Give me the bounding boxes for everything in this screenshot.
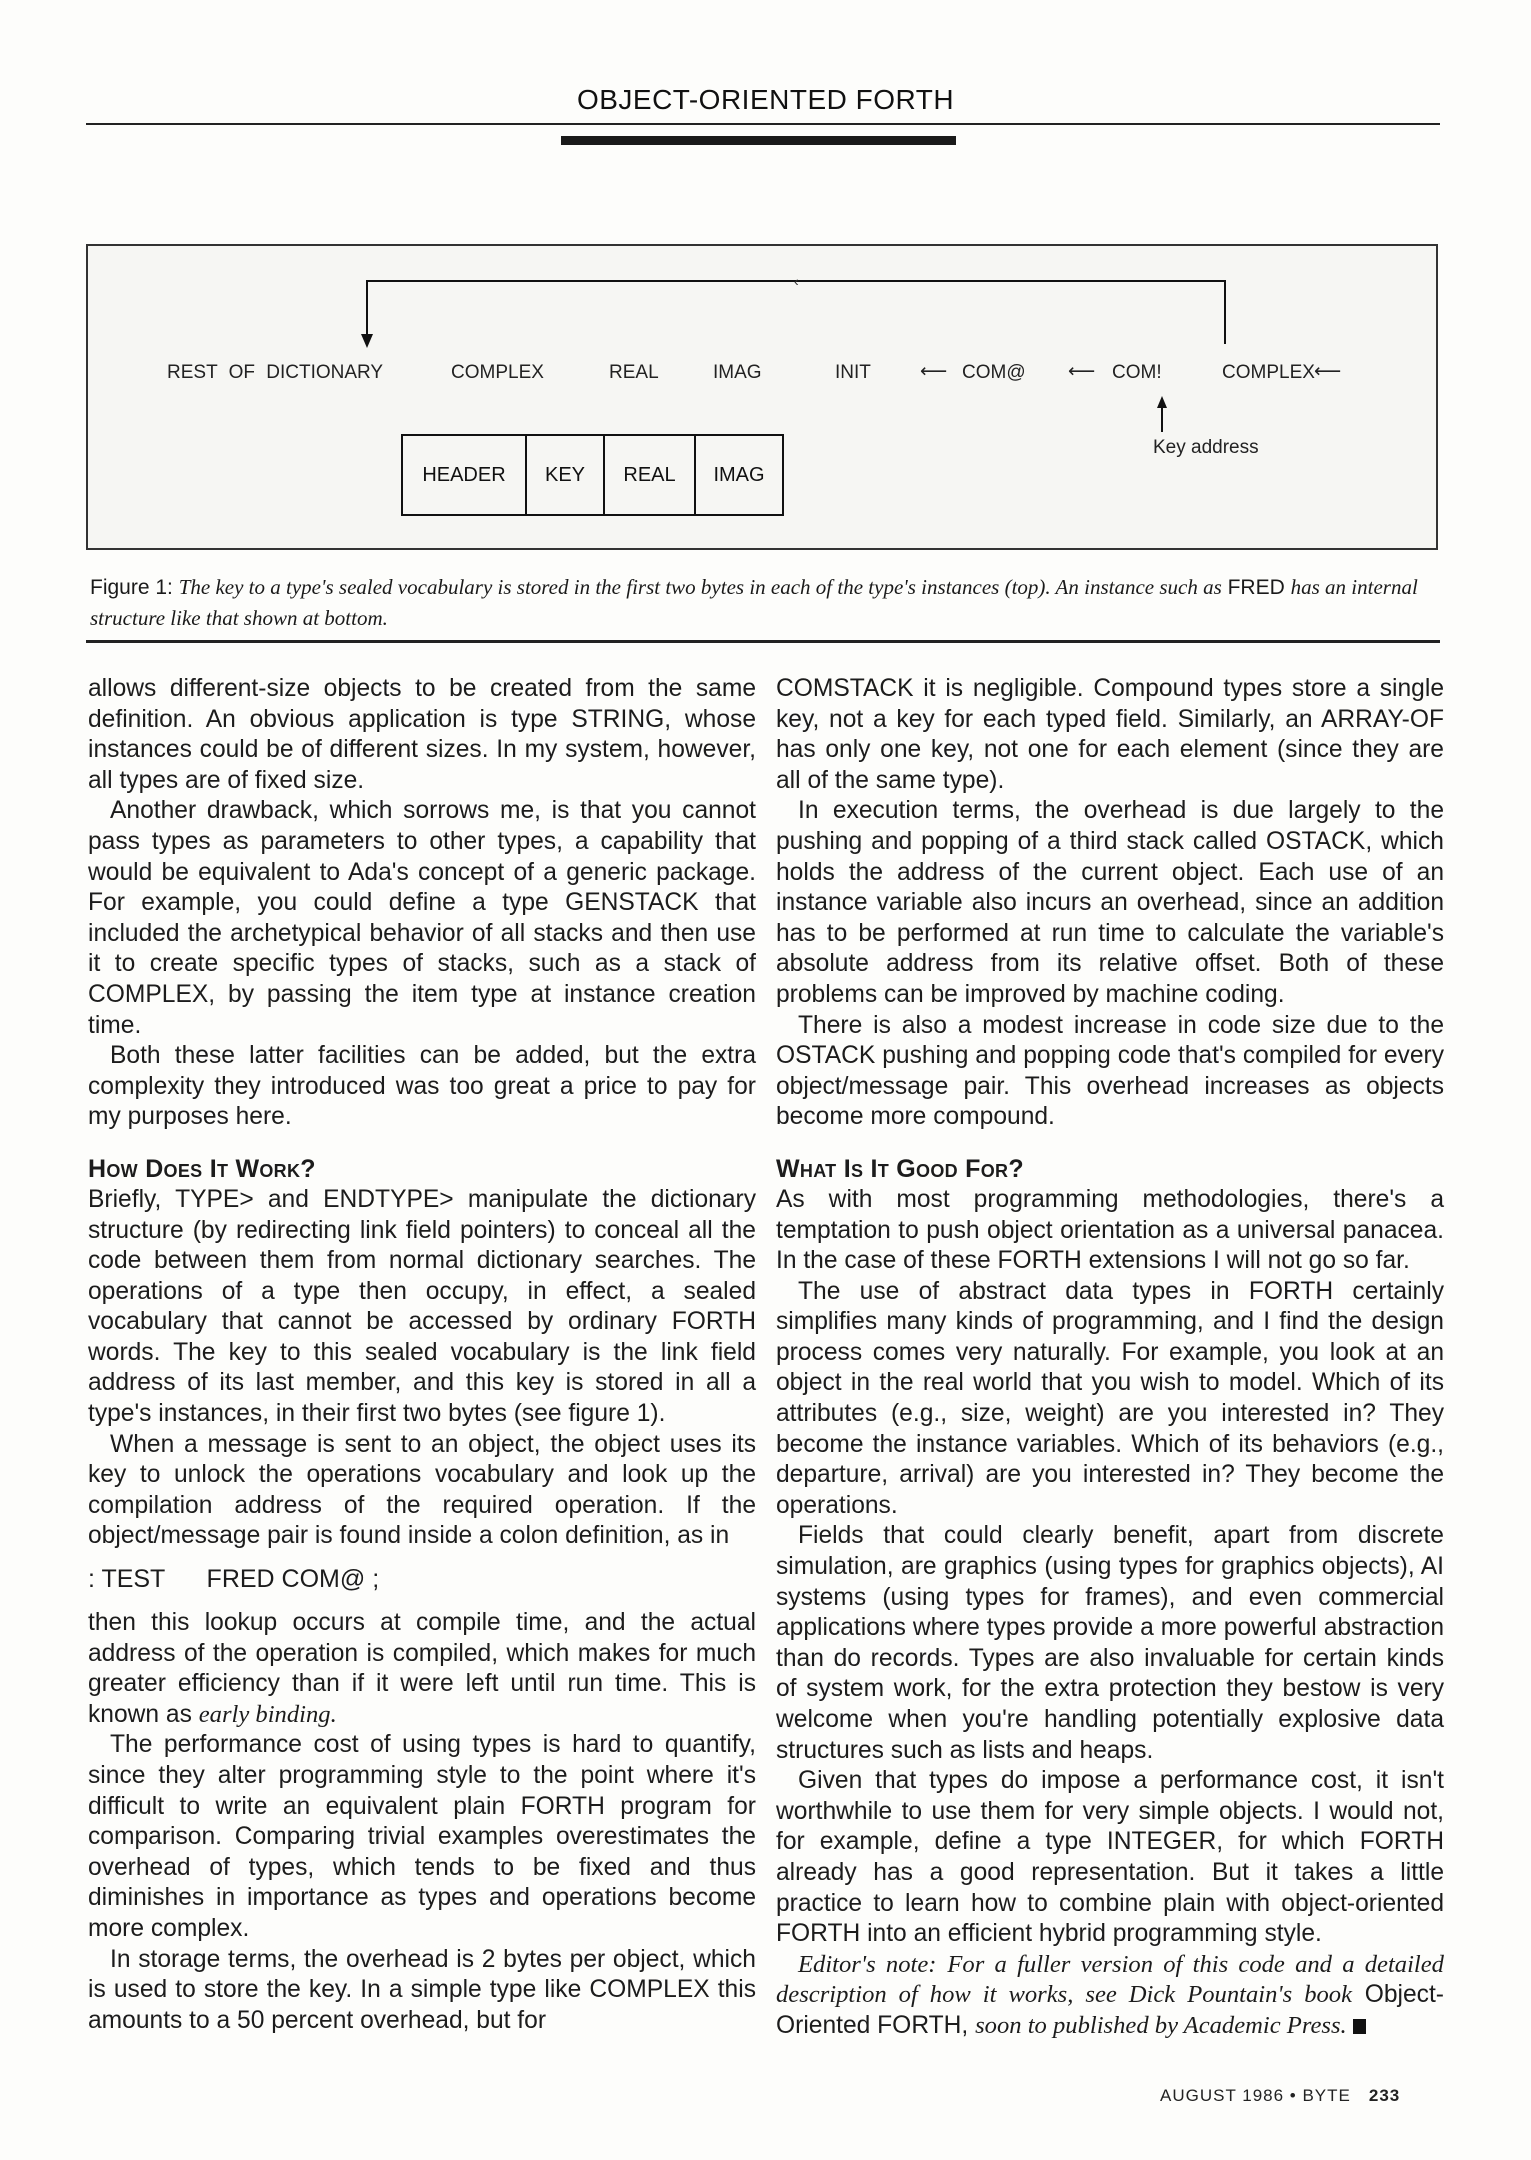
paragraph: There is also a modest increase in code size due to the OSTACK pushing and popping code that's compiled for every object/message pair. This overhead increases as objects become more compound. bbox=[776, 1011, 1444, 1131]
label-complex-latest: COMPLEX bbox=[1222, 362, 1315, 383]
code-example: : TEST FRED COM@ ; bbox=[88, 1565, 380, 1594]
cell-imag: IMAG bbox=[694, 434, 784, 516]
arrow-left-icon: ⟵ bbox=[1068, 361, 1096, 382]
editors-note bbox=[776, 1950, 1444, 2042]
arrow-left-icon: ⟵ bbox=[920, 361, 948, 382]
paragraph: The performance cost of using types is hard to quantify, since they alter programming style to the point where it's difficult to write an equivalent plain FORTH program for comparison. Comparing trivial examples overestimates the overhead of types, which tends to be fixed and thus diminishes in importance as types and operations become more complex. bbox=[88, 1731, 756, 1942]
editors-note-text-2: soon to published by Academic Press. bbox=[975, 2011, 1347, 2039]
page-footer bbox=[1160, 2086, 1400, 2106]
label-key-address: Key address bbox=[1153, 437, 1259, 458]
figure-left-drop-line bbox=[366, 280, 368, 340]
running-title: OBJECT-ORIENTED FORTH bbox=[576, 84, 955, 115]
paragraph: As with most programming methodologies, there's a temptation to push object orientation as a universal panacea. In the case of these FORTH extensions I will not go so far. bbox=[776, 1185, 1444, 1275]
paragraph: Fields that could clearly benefit, apart from discrete simulation, are graphics (using types for graphics objects), AI systems (using types for frames), and even commercial applications where types provide a more powerful abstraction than do records. Types are also invaluable for certain kinds of system work, for the extra protection they bestow is very welcome when you're handling potentially explosive data structures such as lists and heaps. bbox=[776, 1522, 1444, 1764]
book-title: Object-Oriented FORTH, bbox=[776, 1981, 1444, 2039]
figure-caption bbox=[90, 572, 1440, 634]
paragraph: The use of abstract data types in FORTH certainly simplifies many kinds of programming, and I find the design process comes very naturally. For example, you look at an object in the real world that you wish to model. Which of its attributes (e.g., size, weight) are you interested in? They become the instance variables. Which of its behaviors (e.g., departure, arrival) are you interested in? They become the operations. bbox=[776, 1277, 1444, 1519]
paragraph: Briefly, TYPE> and ENDTYPE> manipulate the dictionary structure (by redirecting link field pointers) to conceal all the code between them from normal dictionary searches. The operations of a type then occupy, in effect, a sealed vocabulary that cannot be accessed by ordinary FORTH words. The key to this sealed vocabulary is the link field address of its last member, and this key is stored in all a type's instances, in their first two bytes (see figure 1). bbox=[88, 1185, 756, 1428]
caption-text-2: has an internal structure like that shown at bottom. bbox=[90, 575, 1418, 630]
label-rest-of-dictionary: REST OF DICTIONARY bbox=[167, 362, 384, 383]
paragraph: Both these latter facilities can be added, but the extra complexity they introduced was too great a price to pay for my purposes here. bbox=[88, 1042, 756, 1131]
caption-text-1: The key to a type's sealed vocabulary is stored in the first two bytes in each of the type's instances (top). An instance such as bbox=[178, 575, 1222, 599]
paragraph: In execution terms, the overhead is due largely to the pushing and popping of a third stack called OSTACK, which holds the address of the current object. Each use of an instance variable also incurs an overhead, since an addition has to be performed at run time to calculate the variable's absolute address from its relative offset. Both of these problems can be improved by machine coding. bbox=[776, 797, 1444, 1008]
caption-label: Figure 1: bbox=[90, 576, 173, 599]
label-init-op: INIT bbox=[835, 362, 871, 383]
right-column bbox=[776, 674, 1444, 2042]
issue-info: AUGUST 1986 • BYTE bbox=[1160, 2086, 1351, 2105]
arrow-left-icon: ⟵ bbox=[1314, 361, 1342, 382]
editors-note-text-1: For a fuller version of this code and a detailed description of how it works, see Dick Pountain's book bbox=[776, 1950, 1444, 2009]
page-number: 233 bbox=[1368, 2086, 1401, 2105]
cell-real: REAL bbox=[603, 434, 696, 516]
paragraph: Given that types do impose a performance cost, it isn't worthwhile to use them for very simple objects. I would not, for example, define a type INTEGER, for which FORTH already has a good representation. But it takes a little practice to learn how to combine plain with object-oriented FORTH into an efficient hybrid programming style. bbox=[776, 1767, 1444, 1948]
editors-note-label: Editor's note: bbox=[798, 1950, 937, 1978]
caption-fred: FRED bbox=[1227, 576, 1285, 599]
section-heading-what-is-it-good-for: What Is It Good For? bbox=[776, 1154, 1024, 1183]
cell-key: KEY bbox=[525, 434, 605, 516]
arrow-down-icon bbox=[361, 334, 373, 348]
label-imag-field: IMAG bbox=[713, 362, 762, 383]
paragraph bbox=[88, 1608, 756, 1730]
key-address-pointer-line bbox=[1161, 406, 1163, 432]
paragraph: COMSTACK it is negligible. Compound types store a single key, not a key for each typed field. Similarly, an ARRAY-OF has only one key, not one for each element (since they are all of the same type). bbox=[776, 675, 1444, 794]
arrow-left-small-icon: ‹ bbox=[794, 273, 799, 289]
cell-header: HEADER bbox=[401, 434, 527, 516]
paragraph: When a message is sent to an object, the object uses its key to unlock the operations vocabulary and look up the compilation address of the required operation. If the object/message pair is found inside a colon definition, as in bbox=[88, 1430, 756, 1550]
section-heading-how-does-it-work: How Does It Work? bbox=[88, 1154, 316, 1183]
header-rule bbox=[86, 123, 1440, 125]
paragraph-text: then this lookup occurs at compile time, and the actual address of the operation is compiled, which makes for much greater efficiency than if it were left until run time. This is known as bbox=[88, 1609, 756, 1728]
term-early-binding: early binding. bbox=[198, 1700, 337, 1728]
paragraph: allows different-size objects to be created from the same definition. An obvious application is type STRING, whose instances could be of different sizes. In my system, however, all types are of fixed size. bbox=[88, 675, 756, 794]
label-complex-type: COMPLEX bbox=[451, 362, 544, 383]
paragraph: In storage terms, the overhead is 2 bytes per object, which is used to store the key. In a simple type like COMPLEX this amounts to a 50 percent overhead, but for bbox=[88, 1945, 756, 2034]
header-accent-bar bbox=[561, 136, 956, 145]
label-com-store-op: COM! bbox=[1112, 362, 1162, 383]
caption-rule bbox=[86, 640, 1440, 643]
left-column bbox=[88, 674, 756, 2036]
end-of-article-mark-icon bbox=[1353, 2019, 1366, 2034]
figure-right-rise-line bbox=[1224, 280, 1226, 344]
label-real-field: REAL bbox=[609, 362, 659, 383]
label-com-fetch-op: COM@ bbox=[962, 362, 1026, 383]
paragraph: Another drawback, which sorrows me, is that you cannot pass types as parameters to other types, a capability that would be equivalent to Ada's concept of a generic package. For example, you could define a type GENSTACK that included the archetypical behavior of all stacks and then use it to create specific types of stacks, such as a stack of COMPLEX, by passing the item type at instance creation time. bbox=[88, 797, 756, 1039]
